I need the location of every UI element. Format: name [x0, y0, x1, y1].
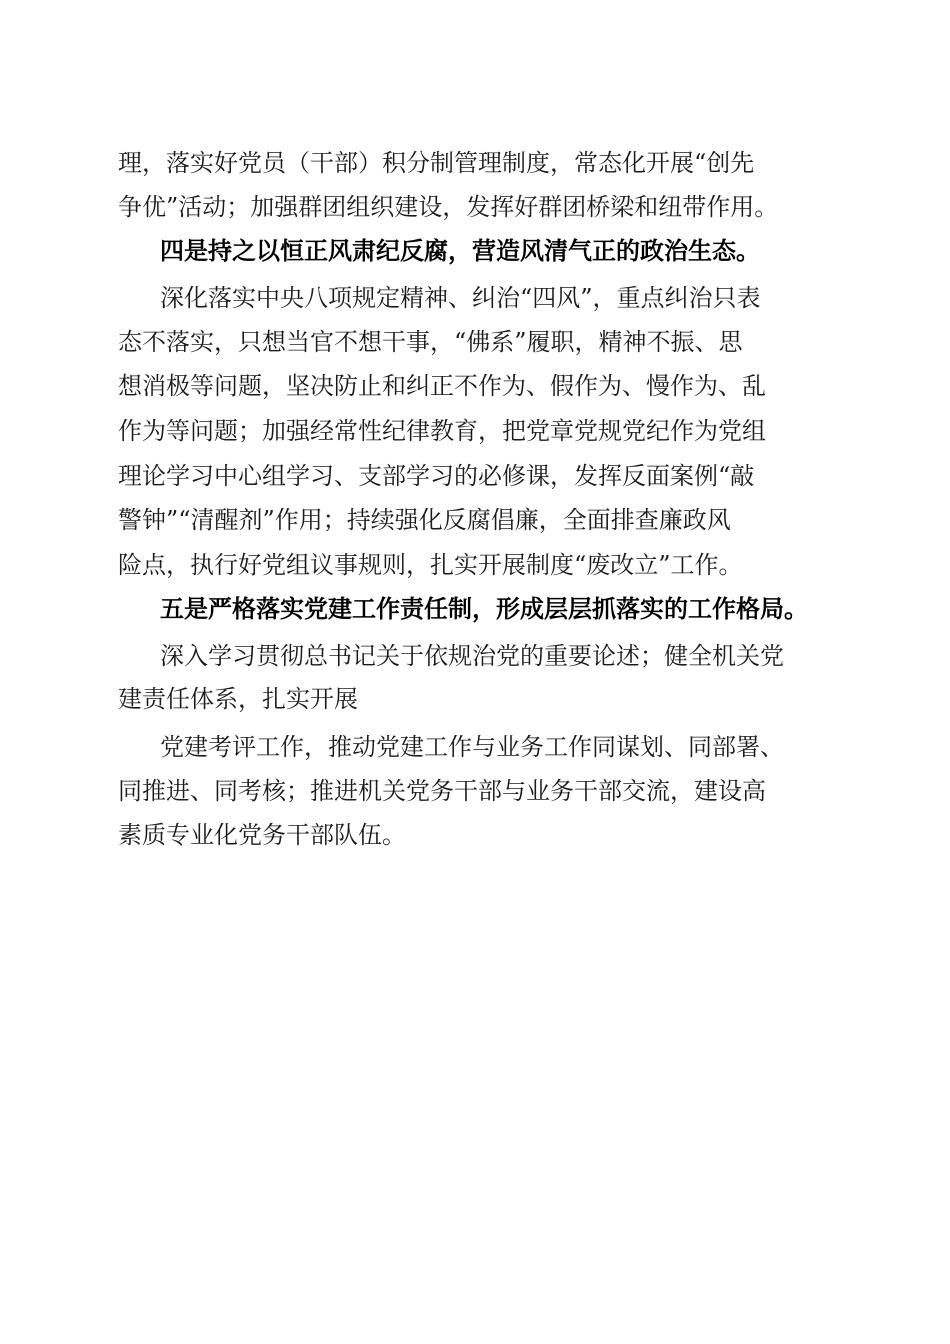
paragraph-start: 深化落实中央八项规定精神、纠治“四风”，重点纠治只表	[160, 284, 761, 312]
text-line: 理，落实好党员（干部）积分制管理制度，常态化开展“创先	[118, 149, 755, 177]
text-line: 想消极等问题，坚决防止和纠正不作为、假作为、慢作为、乱	[118, 372, 766, 400]
text-line: 争优”活动；加强群团组织建设，发挥好群团桥梁和纽带作用。	[118, 193, 779, 221]
section-heading-5: 五是严格落实党建工作责任制，形成层层抓落实的工作格局。	[160, 594, 808, 623]
text-line: 险点，执行好党组议事规则，扎实开展制度“废改立”工作。	[118, 551, 743, 579]
text-line: 警钟”“清醒剂”作用；持续强化反腐倡廉，全面排查廉政风	[118, 506, 731, 534]
text-line: 建责任体系，扎实开展	[118, 685, 358, 713]
section-heading-4: 四是持之以恒正风肃纪反腐，营造风清气正的政治生态。	[160, 236, 760, 265]
paragraph-start: 党建考评工作，推动党建工作与业务工作同谋划、同部署、	[160, 733, 784, 761]
text-line: 作为等问题；加强经常性纪律教育，把党章党规党纪作为党组	[118, 417, 766, 445]
text-line: 同推进、同考核；推进机关党务干部与业务干部交流，建设高	[118, 777, 766, 805]
text-line: 态不落实，只想当官不想干事，“佛系”履职，精神不振、思	[118, 328, 743, 356]
paragraph-start: 深入学习贯彻总书记关于依规治党的重要论述；健全机关党	[160, 642, 784, 670]
text-line: 理论学习中心组学习、支部学习的必修课，发挥反面案例“敲	[118, 462, 755, 490]
text-line: 素质专业化党务干部队伍。	[118, 821, 406, 849]
